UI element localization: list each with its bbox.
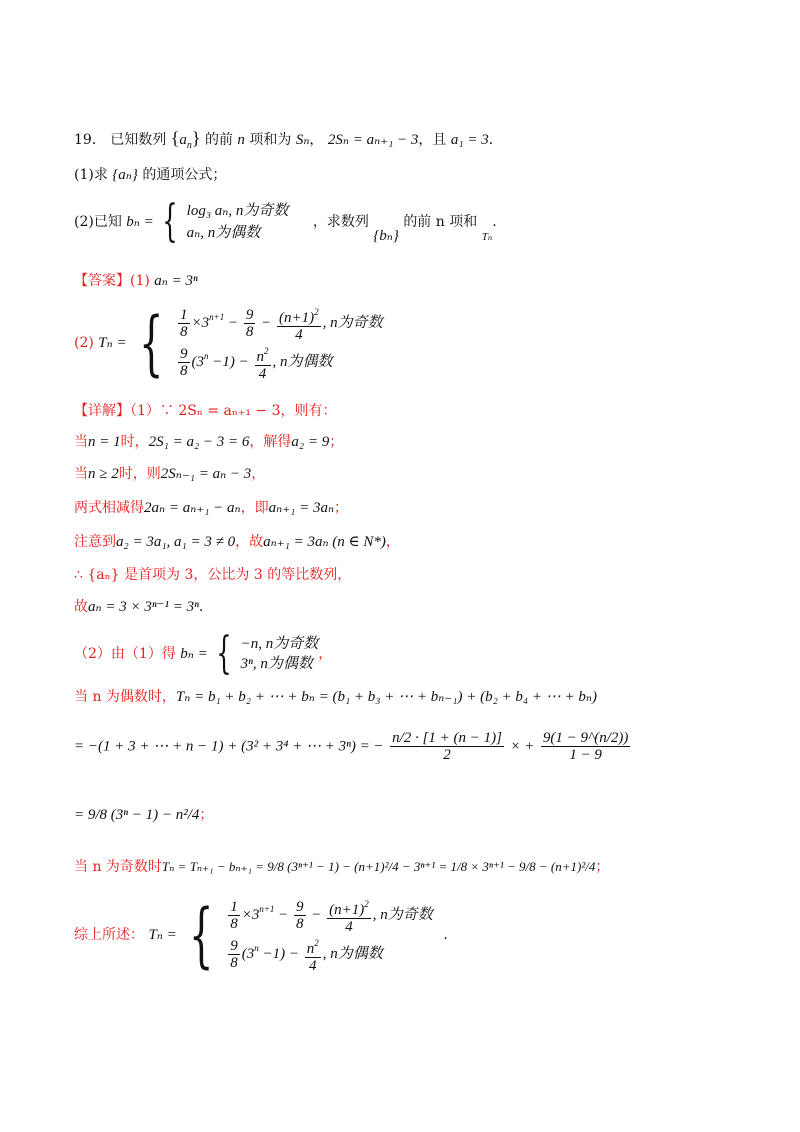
answer-brace: { (139, 302, 164, 384)
detail-l10-frac1 (390, 730, 504, 763)
part1-tail: 的通项公式； (142, 167, 227, 183)
detail-l5-pre: 注意到 (74, 534, 116, 550)
detail-l2-math: n = 1 (88, 434, 121, 450)
detail-l8-odd: −n, n为奇数 (240, 636, 319, 652)
answer-tag: 【答案】 (74, 272, 130, 288)
detail-l9-pre: 当 n 为偶数时， (74, 689, 176, 705)
detail-l8-end: ， (318, 646, 333, 662)
answer-odd-label: n为奇数 (330, 314, 383, 331)
detail-l4-pre: 两式相减得 (74, 500, 144, 516)
formula-relation: 2Sₙ = aₙ₊₁ − 3 (327, 132, 419, 148)
detail-l2-math3: a₂ = 9 (291, 434, 330, 450)
detail-l4-mid: ，即 (240, 500, 269, 516)
detail-l13-even-row: $\frac{9}{8}$ $(3^n -1)$ − $\frac{n^2}{4}$ , n为偶数 (226, 935, 433, 974)
answer-p2-label: (2) (74, 335, 94, 351)
detail-l8-brace: { (216, 628, 232, 679)
detail-l13-cases (226, 896, 433, 974)
question-text-c: 项和为 (249, 132, 292, 148)
answer-cases (176, 304, 383, 382)
detail-l13-end: . (443, 927, 448, 943)
detail-line8 (74, 628, 333, 679)
answer-even-label: n为偶数 (280, 353, 333, 370)
part2-end: . (492, 214, 497, 230)
detail-l4-end: ； (334, 500, 349, 516)
question-number: 19． (74, 132, 106, 148)
part2-line (74, 196, 497, 247)
seq-an: $\{a_n\}$ (170, 128, 201, 151)
answer-tn: Tₙ = (98, 335, 127, 351)
detail-l8-bn: bₙ = (180, 646, 208, 662)
part2-brace: { (162, 196, 178, 247)
detail-l8-even: 3ⁿ, n为偶数 (240, 656, 313, 672)
detail-line10 (74, 730, 632, 763)
detail-l7-end: . (198, 599, 204, 615)
detail-l4-math2: aₙ₊₁ = 3aₙ (268, 500, 335, 516)
detail-l13-even-label: n为偶数 (330, 945, 383, 962)
var-n: n (237, 132, 245, 148)
part2-text: 已知 (93, 214, 122, 230)
detail-l13-odd-row: $\frac{1}{8}$ $\times 3^{n+1}$ − $\frac{9}{8}$ − $\frac{(n+1)^2}{4}$ , n为奇数 (226, 896, 433, 935)
answer-p1-formula: aₙ = 3ⁿ (154, 273, 198, 289)
detail-l10-frac2-num: 9(1 − 9^(n/2)) (542, 730, 629, 746)
answer-line2 (74, 304, 383, 382)
detail-l3-math2: 2Sₙ₋₁ = aₙ − 3 (160, 466, 252, 482)
detail-line9 (74, 688, 597, 706)
part1-text: 求 (93, 167, 108, 183)
part2-tn: Tₙ (481, 231, 493, 243)
answer-case-odd-row: $\frac{1}{8}$ $\times 3^{n+1}$ − $\frac{9}{8}$ − $\frac{(n+1)^2}{4}$ , n为奇数 (176, 304, 383, 343)
answer-case-even-row: $\frac{9}{8}$ $(3^n -1)$ − $\frac{n^2}{4}$ , n为偶数 (176, 343, 383, 382)
detail-l12-math: Tₙ = Tₙ₊₁ − bₙ₊₁ = 9/8 (3ⁿ⁺¹ − 1) − (n+1)²/4 − 3ⁿ⁺¹ = 1/8 × 3ⁿ⁺¹ − 9/8 − (n+1)²/4 (161, 859, 596, 874)
question-line (74, 129, 503, 155)
part2-mid: ，求数列 (312, 214, 369, 230)
detail-l6: ∴ {aₙ} 是首项为 3，公比为 3 的等比数列， (74, 567, 352, 583)
detail-l13-pre: 综上所述： (74, 927, 144, 943)
detail-l5-math: a₂ = 3a₁, a₁ = 3 ≠ 0 (116, 534, 236, 550)
detail-l10-frac1-num: n/2 · [1 + (n − 1)] (392, 730, 502, 746)
detail-l10-math: = −(1 + 3 + ⋯ + n − 1) + (3² + 3⁴ + ⋯ + 3ⁿ) = − (74, 738, 384, 755)
detail-l1: （1）∵ 2Sₙ = aₙ₊₁ − 3，则有： (130, 403, 337, 419)
detail-line1 (74, 401, 337, 420)
detail-l7-pre: 故 (74, 599, 88, 615)
part1-line (74, 166, 226, 184)
detail-l12-pre: 当 n 为奇数时 (74, 859, 162, 875)
detail-l2-pre: 当 (74, 434, 88, 450)
detail-l12-end: ； (595, 859, 610, 875)
question-text-d: ， (309, 132, 324, 148)
detail-l2-mid: 时， (120, 434, 149, 450)
part2-seq: {bₙ} (373, 228, 399, 244)
part2-label: (2) (74, 214, 94, 230)
detail-l8-pre: （2）由（1）得 (74, 646, 176, 662)
formula-a1: a₁ = 3 (450, 132, 489, 148)
detail-l2-math2: 2S₁ = a₂ − 3 = 6 (148, 434, 250, 450)
question-text-e: ，且 (418, 132, 447, 148)
detail-line6 (74, 566, 351, 584)
detail-l13-tn: Tₙ = (148, 927, 177, 943)
detail-l3-end: ， (251, 466, 266, 482)
detail-l9-math: Tₙ = b₁ + b₂ + ⋯ + bₙ = (b₁ + b₃ + ⋯ + bₙ₋₁) + (b₂ + b₄ + ⋯ + bₙ) (175, 689, 597, 705)
detail-l10-mid: × + (510, 738, 535, 755)
part2-case-even: aₙ, n为偶数 (186, 225, 261, 241)
detail-line11 (74, 806, 213, 824)
detail-line12 (74, 858, 609, 876)
answer-p1-label: (1) (130, 273, 150, 289)
detail-l3-math: n ≥ 2 (88, 466, 119, 482)
detail-l11-math: = 9/8 (3ⁿ − 1) − n²/4 (74, 807, 200, 823)
part1-seq: {aₙ} (112, 167, 138, 183)
detail-l5-end: ， (385, 534, 400, 550)
detail-l4-math: 2aₙ = aₙ₊₁ − aₙ (144, 500, 241, 516)
detail-l5-math2: aₙ₊₁ = 3aₙ (n ∈ N*) (263, 534, 386, 550)
detail-l11-end: ； (199, 807, 214, 823)
part1-label: (1) (74, 167, 94, 183)
question-text-f: ． (488, 132, 503, 148)
question-text-a: 已知数列 (110, 132, 167, 148)
detail-l13-brace: { (189, 894, 214, 976)
detail-l8-cases (241, 634, 319, 674)
detail-l10-frac2 (541, 730, 631, 763)
detail-line7 (74, 598, 203, 616)
detail-l3-mid: 时，则 (118, 466, 161, 482)
detail-line4 (74, 499, 348, 517)
detail-l3-pre: 当 (74, 466, 88, 482)
detail-l10-frac2-den: 1 − 9 (569, 747, 602, 763)
part2-tail: 的前 n 项和 (403, 214, 478, 230)
detail-line2 (74, 433, 343, 451)
detail-l5-mid: ，故 (235, 534, 264, 550)
detail-l10-frac1-den: 2 (443, 747, 451, 763)
detail-l2-post: ，解得 (249, 434, 292, 450)
formula-sn: Sₙ (295, 132, 310, 148)
part2-bn: bₙ = (126, 214, 154, 230)
detail-line13 (74, 896, 448, 974)
detail-l13-odd-label: n为奇数 (380, 906, 433, 923)
detail-l2-end: ； (329, 434, 344, 450)
detail-line5 (74, 533, 400, 551)
part2-case-odd: log₃ aₙ, n为奇数 (186, 203, 289, 219)
question-text-b: 的前 (204, 132, 233, 148)
part2-cases (187, 200, 289, 244)
answer-line1 (74, 271, 198, 290)
detail-line3 (74, 465, 265, 483)
detail-tag: 【详解】 (74, 402, 130, 418)
detail-l7-math: aₙ = 3 × 3ⁿ⁻¹ = 3ⁿ (88, 599, 199, 615)
